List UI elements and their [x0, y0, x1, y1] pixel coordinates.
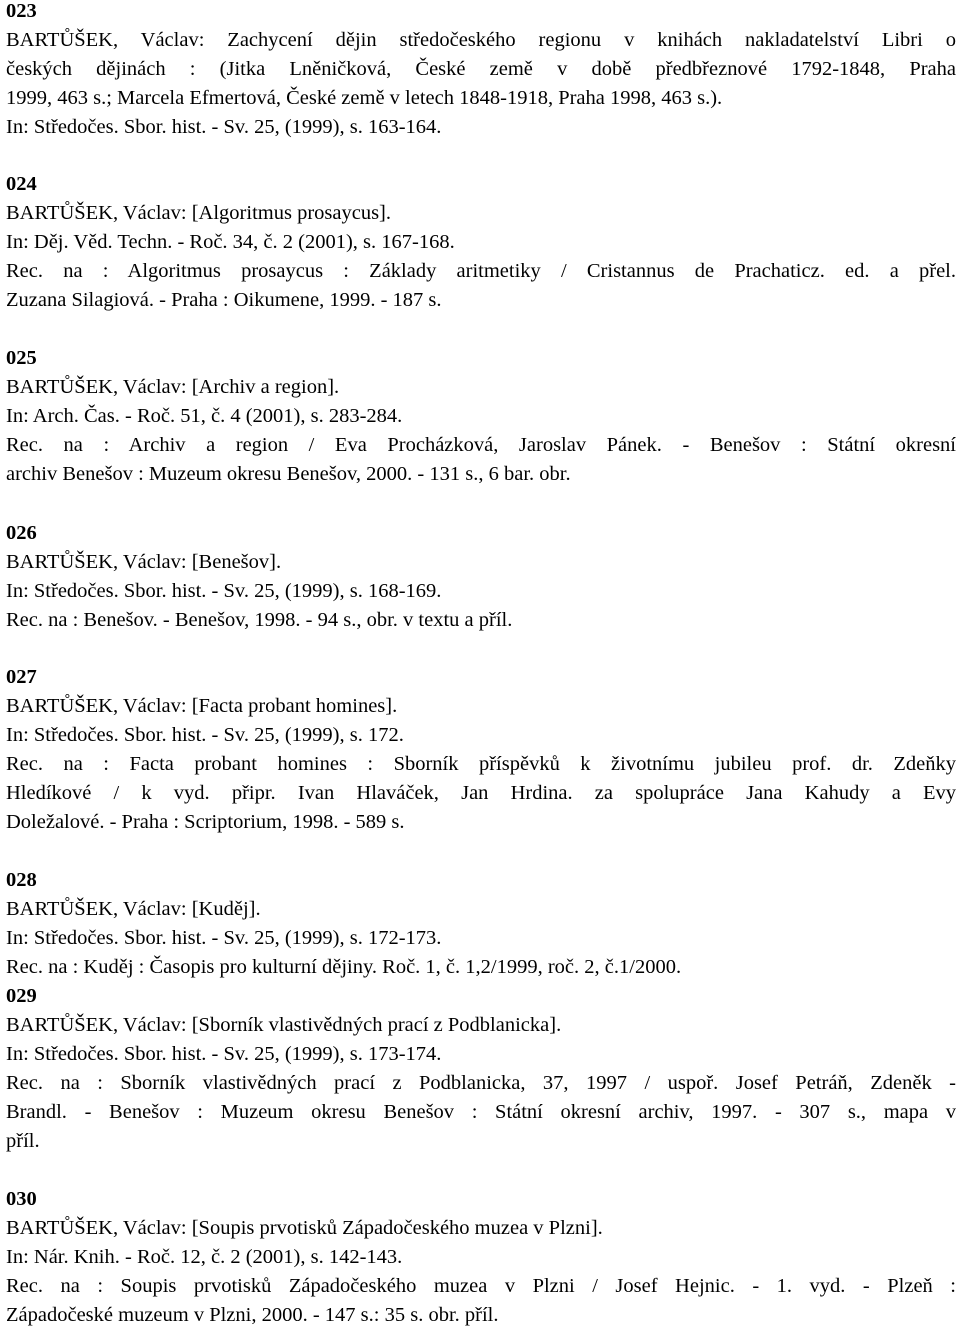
- entry-line: Rec. na : Benešov. - Benešov, 1998. - 94 s., obr. v textu a příl.: [6, 609, 513, 631]
- entry-line: 1999, 463 s.; Marcela Efmertová, České země v letech 1848-1918, Praha 1998, 463 s.).: [6, 87, 723, 109]
- entry-line: In: Středočes. Sbor. hist. - Sv. 25, (1999), s. 168-169.: [6, 580, 442, 602]
- bibliography-entry: [6, 170, 956, 315]
- entry-line: Rec. na : Algoritmus prosaycus : Základy aritmetiky / Cristannus de Prachaticz. ed. a přel.: [6, 260, 956, 282]
- entry-number: 024: [6, 173, 37, 195]
- entry-line: In: Středočes. Sbor. hist. - Sv. 25, (1999), s. 172-173.: [6, 927, 442, 949]
- bibliography-entry: [6, 519, 956, 635]
- entry-number: 023: [6, 0, 37, 22]
- entry-line: In: Nár. Knih. - Roč. 12, č. 2 (2001), s. 142-143.: [6, 1246, 403, 1268]
- entry-line: BARTŮŠEK, Václav: Zachycení dějin středočeského regionu v knihách nakladatelství Libri o: [6, 29, 956, 51]
- entry-line: In: Středočes. Sbor. hist. - Sv. 25, (1999), s. 173-174.: [6, 1043, 442, 1065]
- entry-line: archiv Benešov : Muzeum okresu Benešov, 2000. - 131 s., 6 bar. obr.: [6, 463, 571, 485]
- entry-line: Brandl. - Benešov : Muzeum okresu Benešov : Státní okresní archiv, 1997. - 307 s., mapa v: [6, 1101, 956, 1123]
- entry-number: 027: [6, 666, 37, 688]
- bibliography-entry: [6, 663, 956, 837]
- entry-line: BARTŮŠEK, Václav: [Algoritmus prosaycus].: [6, 202, 391, 224]
- bibliography-entry: [6, 1185, 956, 1330]
- entry-line: BARTŮŠEK, Václav: [Sborník vlastivědných prací z Podblanicka].: [6, 1014, 562, 1036]
- entry-line: Západočeské muzeum v Plzni, 2000. - 147 s.: 35 s. obr. příl.: [6, 1304, 499, 1326]
- entry-line: Hledíkové / k vyd. připr. Ivan Hlaváček, Jan Hrdina. za spolupráce Jana Kahudy a Evy: [6, 782, 956, 804]
- entry-line: Rec. na : Archiv a region / Eva Procházková, Jaroslav Pánek. - Benešov : Státní okresní: [6, 434, 956, 456]
- entry-line: českých dějinách : (Jitka Lněničková, České země v době předbřeznové 1792-1848, Praha: [6, 58, 956, 80]
- entry-line: Rec. na : Kuděj : Časopis pro kulturní dějiny. Roč. 1, č. 1,2/1999, roč. 2, č.1/2000.: [6, 956, 682, 978]
- bibliography-entry: [6, 866, 956, 982]
- bibliography-entry: [6, 0, 956, 142]
- entry-line: Rec. na : Facta probant homines : Sborník příspěvků k životnímu jubileu prof. dr. Zdeňky: [6, 753, 956, 775]
- entry-number: 030: [6, 1188, 37, 1210]
- entry-line: In: Arch. Čas. - Roč. 51, č. 4 (2001), s. 283-284.: [6, 405, 403, 427]
- entry-number: 026: [6, 522, 37, 544]
- entry-line: BARTŮŠEK, Václav: [Soupis prvotisků Západočeského muzea v Plzni].: [6, 1217, 603, 1239]
- bibliography-entry: [6, 982, 956, 1156]
- entry-line: Rec. na : Sborník vlastivědných prací z Podblanicka, 37, 1997 / uspoř. Josef Petráň, Zdeněk -: [6, 1072, 956, 1094]
- entry-line: In: Děj. Věd. Techn. - Roč. 34, č. 2 (2001), s. 167-168.: [6, 231, 455, 253]
- entry-line: BARTŮŠEK, Václav: [Benešov].: [6, 551, 282, 573]
- entry-number: 029: [6, 985, 37, 1007]
- entry-line: BARTŮŠEK, Václav: [Archiv a region].: [6, 376, 340, 398]
- bibliography-entry: [6, 344, 956, 489]
- entry-line: Doležalové. - Praha : Scriptorium, 1998. - 589 s.: [6, 811, 405, 833]
- entry-line: BARTŮŠEK, Václav: [Facta probant homines].: [6, 695, 398, 717]
- entry-number: 025: [6, 347, 37, 369]
- entry-line: příl.: [6, 1130, 40, 1152]
- entry-line: Rec. na : Soupis prvotisků Západočeského muzea v Plzni / Josef Hejnic. - 1. vyd. - Plzeň :: [6, 1275, 956, 1297]
- entry-line: In: Středočes. Sbor. hist. - Sv. 25, (1999), s. 172.: [6, 724, 404, 746]
- entry-line: In: Středočes. Sbor. hist. - Sv. 25, (1999), s. 163-164.: [6, 116, 442, 138]
- entry-number: 028: [6, 869, 37, 891]
- entry-line: Zuzana Silagiová. - Praha : Oikumene, 1999. - 187 s.: [6, 289, 442, 311]
- entry-line: BARTŮŠEK, Václav: [Kuděj].: [6, 898, 261, 920]
